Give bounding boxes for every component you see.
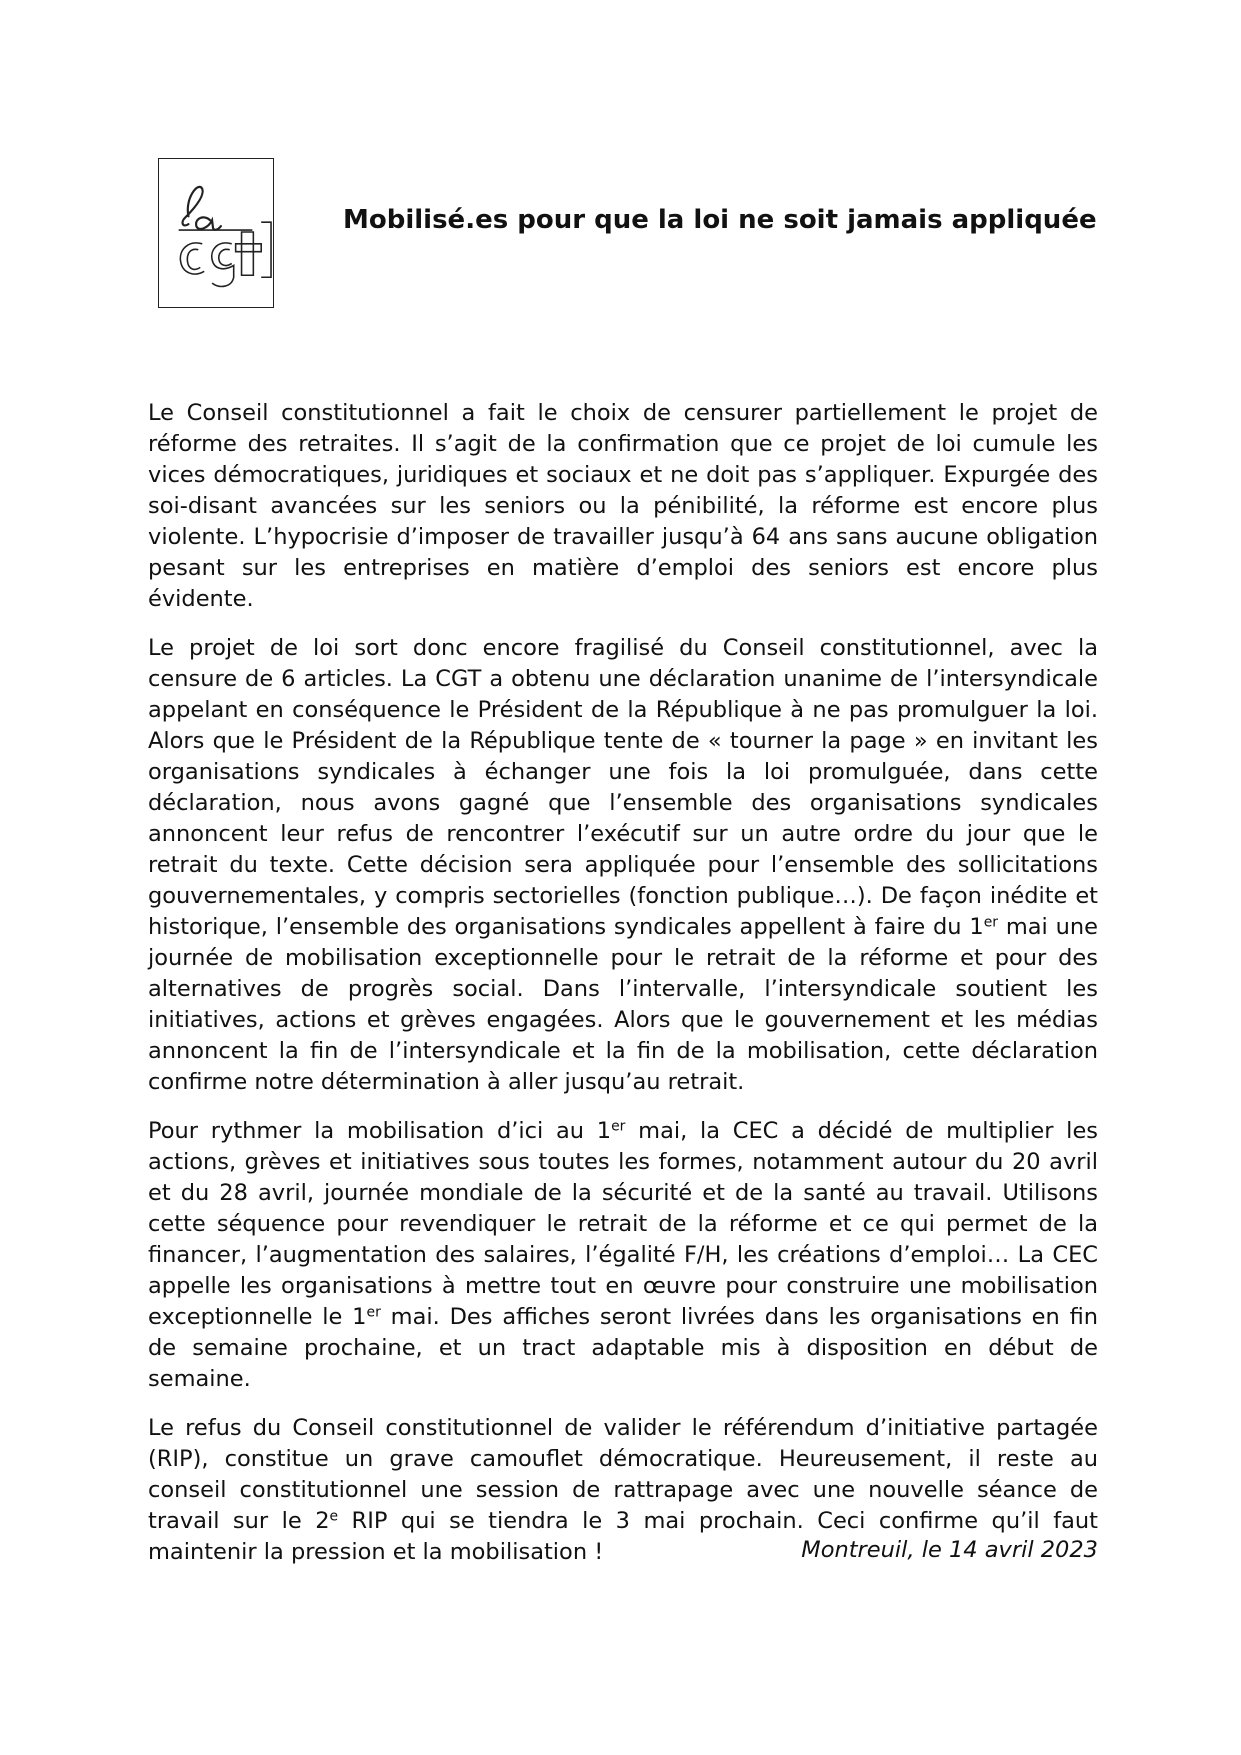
paragraph-text: Le refus du Conseil constitutionnel de valider le référendum d’initiative partagée (RIP), constitue un grave camouflet démocratique. Heureusement, il reste au conseil constitutionnel une session de rattrapage avec une nouvelle séance de travail sur le 2 (148, 1415, 1098, 1534)
ordinal-superscript: er (983, 914, 999, 931)
paragraph-text: Pour rythmer la mobilisation d’ici au 1 (148, 1118, 612, 1144)
ordinal-superscript: er (366, 1304, 381, 1321)
paragraph-text: RIP qui se tiendra le 3 mai prochain. Ceci confirme qu’il faut maintenir la pression et la mobilisation ! (148, 1508, 1098, 1565)
document-title: Mobilisé.es pour que la loi ne soit jamais appliquée (343, 205, 1097, 235)
paragraph-text: Le Conseil constitutionnel a fait le choix de censurer partiellement le projet de réforme des retraites. Il s’agit de la confirmation que ce projet de loi cumule les vices démocratiques, juridiques et sociaux et ne doit pas s’appliquer. Expurgée des soi-disant avancées sur les seniors ou la pénibilité, la réforme est encore plus violente. L’hypocrisie d’imposer de travailler jusqu’à 64 ans sans aucune obligation pesant sur les entreprises en matière d’emploi des seniors est encore plus évidente. (148, 400, 1098, 612)
signature-line: Montreuil, le 14 avril 2023 (801, 1537, 1098, 1563)
cgt-logo (158, 158, 274, 308)
paragraph-text: mai une journée de mobilisation exceptionnelle pour le retrait de la réforme et pour des alternatives de progrès social. Dans l’intervalle, l’intersyndicale soutient les initiatives, actions et grèves engagées. Alors que le gouvernement et les médias annoncent la fin de l’intersyndicale et la fin de la mobilisation, cette déclaration confirme notre détermination à aller jusqu’au retrait. (148, 914, 1098, 1095)
document-body (148, 398, 1098, 1586)
body-paragraph (148, 1116, 1098, 1395)
paragraph-text: Le projet de loi sort donc encore fragilisé du Conseil constitutionnel, avec la censure de 6 articles. La CGT a obtenu une déclaration unanime de l’intersyndicale appelant en conséquence le Président de la République à ne pas promulguer la loi. Alors que le Président de la République tente de « tourner la page » en invitant les organisations syndicales à échanger une fois la loi promulguée, dans cette déclaration, nous avons gagné que l’ensemble des organisations syndicales annoncent leur refus de rencontrer l’exécutif sur un autre ordre du jour que le retrait du texte. Cette décision sera appliquée pour l’ensemble des sollicitations gouvernementales, y compris sectorielles (fonction publique…). De façon inédite et historique, l’ensemble des organisations syndicales appellent à faire du 1 (148, 635, 1098, 940)
paragraph-text: mai. Des affiches seront livrées dans les organisations en fin de semaine prochaine, et un tract adaptable mis à disposition en début de semaine. (148, 1304, 1098, 1392)
ordinal-superscript: e (329, 1508, 339, 1525)
body-paragraph (148, 398, 1098, 615)
paragraph-text: mai, la CEC a décidé de multiplier les actions, grèves et initiatives sous toutes les formes, notamment autour du 20 avril et du 28 avril, journée mondiale de la sécurité et de la santé au travail. Utilisons cette séquence pour revendiquer le retrait de la réforme et ce qui permet de la financer, l’augmentation des salaires, l’égalité F/H, les créations d’emploi… La CEC appelle les organisations à mettre tout en œuvre pour construire une mobilisation exceptionnelle le 1 (148, 1118, 1099, 1330)
ordinal-superscript: er (611, 1118, 626, 1135)
body-paragraph (148, 633, 1098, 1098)
